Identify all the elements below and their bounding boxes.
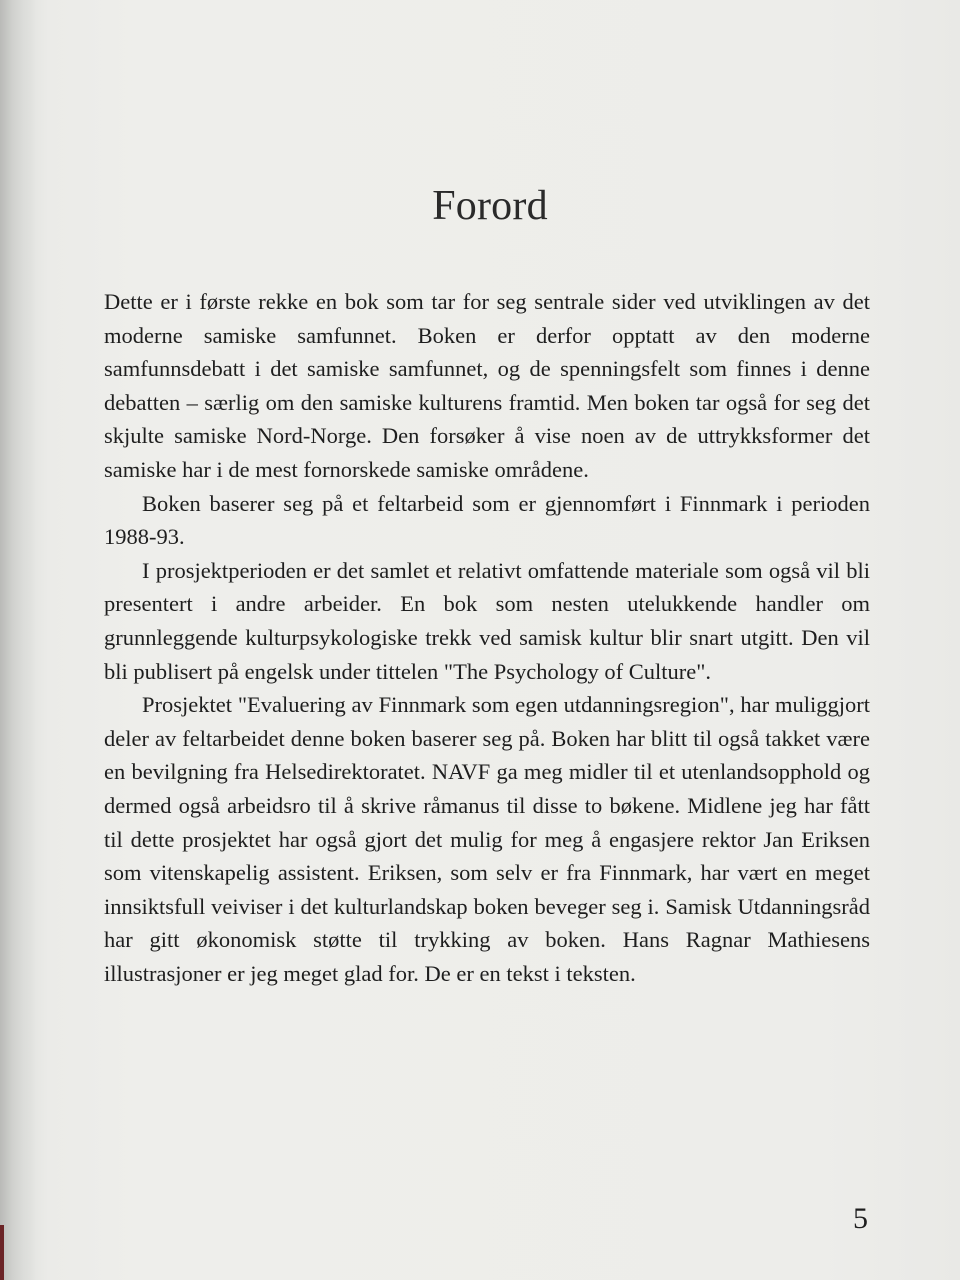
paragraph-2: Boken baserer seg på et feltarbeid som er gjennomført i Finnmark i perioden 1988-93.	[104, 490, 870, 550]
page-title: Forord	[432, 183, 548, 229]
paragraph-1: Dette er i første rekke en bok som tar for seg sentrale sider ved utviklingen av det moderne samiske samfunnet. Boken er derfor opptatt av den moderne samfunnsdebatt i det samiske samfunnet, og de spenningsfelt som finnes i denne debatten – særlig om den samiske kulturens framtid. Men boken tar også for seg det skjulte samiske Nord-Norge. Den forsøker å vise noen av de uttrykksformer det samiske har i de mest fornorskede samiske områdene.	[104, 289, 870, 482]
body-text	[104, 285, 870, 990]
paragraph-3: I prosjektperioden er det samlet et relativt omfattende materiale som også vil bli presentert i andre arbeider. En bok som nesten utelukkende handler om grunnleggende kulturpsykologiske trekk ved samisk kultur blir snart utgitt. Den vil bli publisert på engelsk under tittelen "The Psychology of Culture".	[104, 557, 870, 684]
book-cover-edge	[0, 1225, 4, 1280]
paragraph-4: Prosjektet "Evaluering av Finnmark som egen utdanningsregion", har muliggjort deler av feltarbeidet denne boken baserer seg på. Boken har blitt til også takket være en bevilgning fra Helsedirektoratet. NAVF ga meg midler til et utenlandsopphold og dermed også arbeidsro til å skrive råmanus til disse to bøkene. Midlene jeg har fått til dette prosjektet har også gjort det mulig for meg å engasjere rektor Jan Eriksen som vitenskapelig assistent. Eriksen, som selv er fra Finnmark, har vært en meget innsiktsfull veiviser i det kulturlandskap boken beveger seg i. Samisk Utdanningsråd har gitt økonomisk støtte til trykking av boken. Hans Ragnar Mathiesens illustrasjoner er jeg meget glad for. De er en tekst i teksten.	[104, 692, 870, 986]
page-number: 5	[853, 1202, 868, 1235]
